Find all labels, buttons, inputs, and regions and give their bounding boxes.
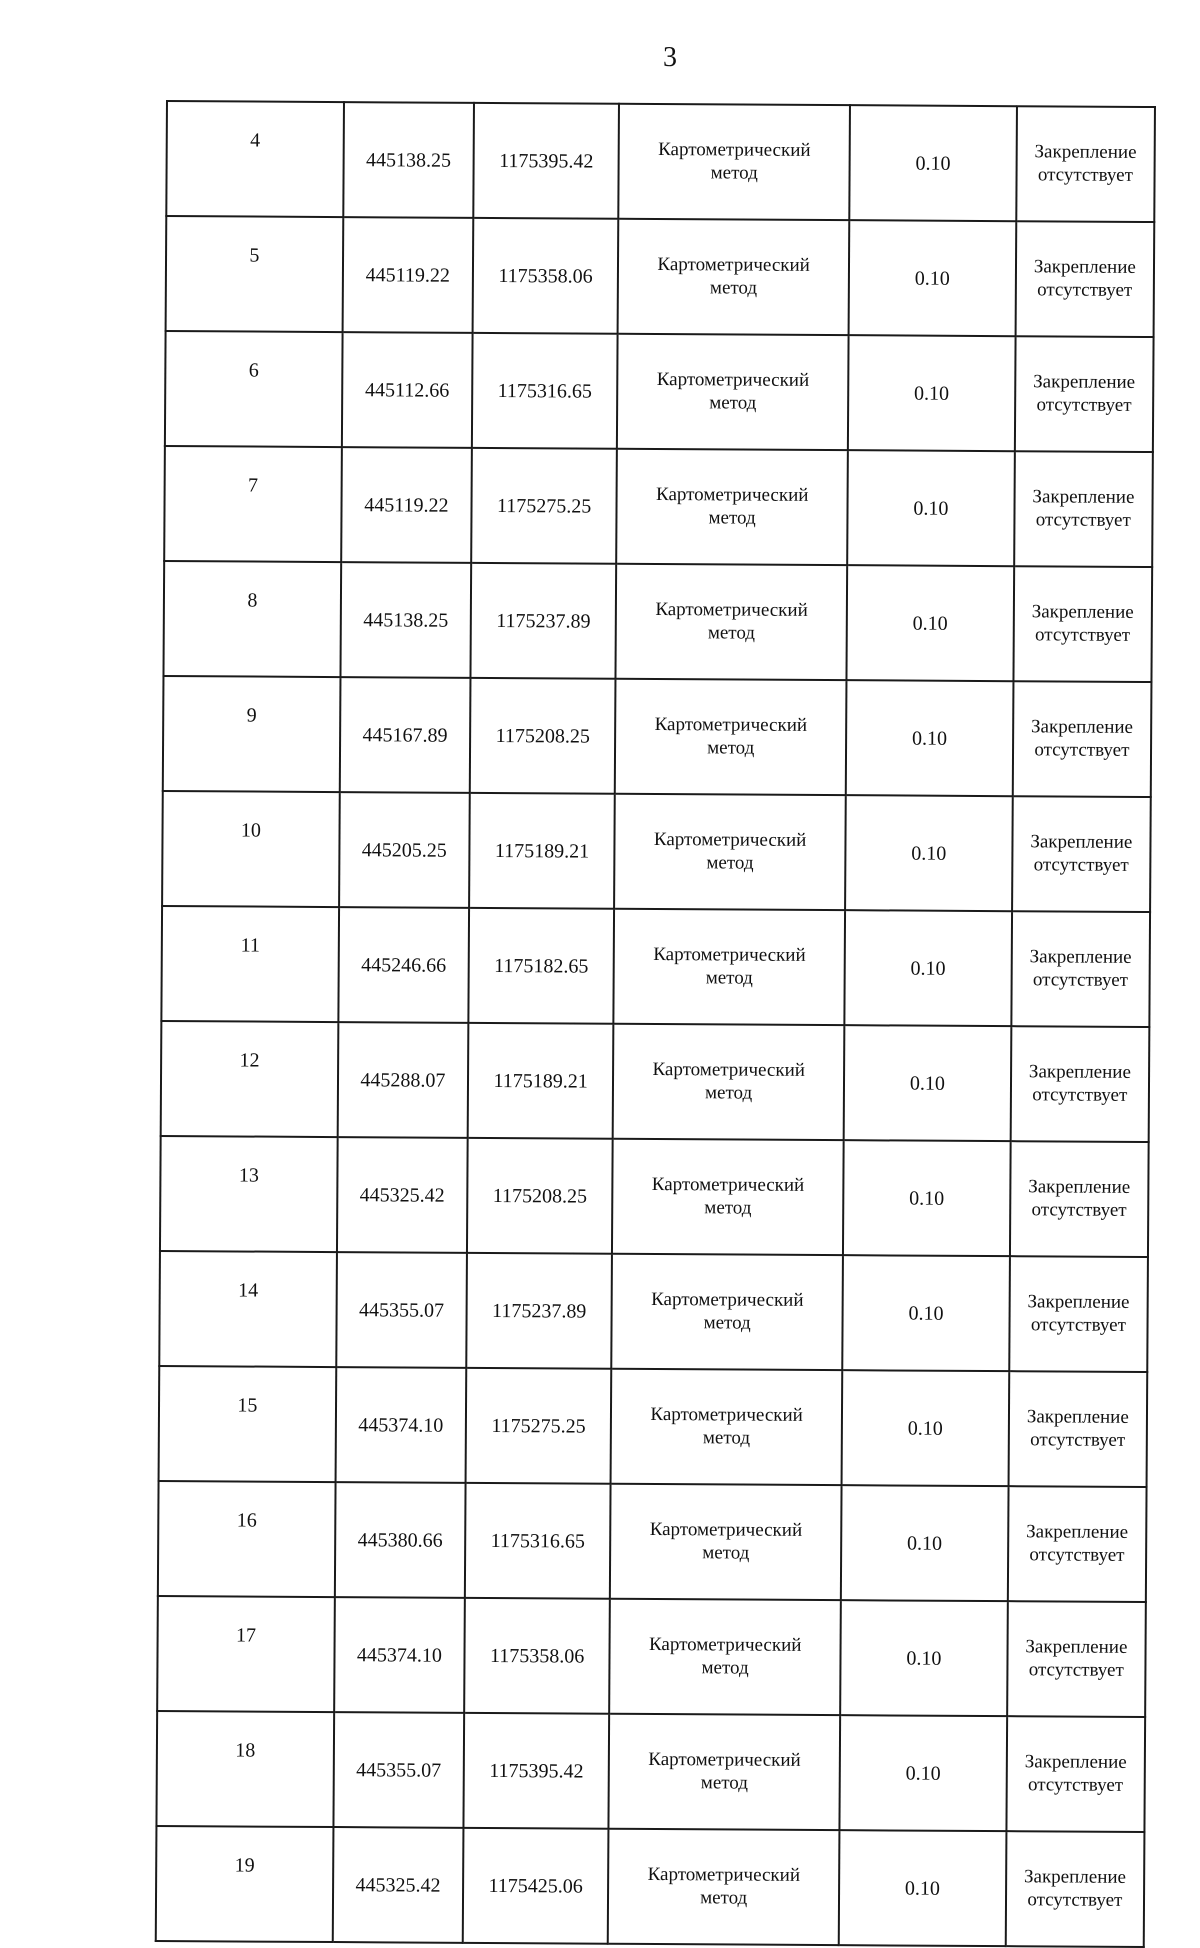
fixation-cell-line: Закрепление [1026, 1520, 1129, 1543]
fixation-cell-line: отсутствует [1035, 508, 1131, 531]
fixation-cell-line: Закрепление [1030, 830, 1133, 853]
method-cell-line: метод [706, 851, 754, 874]
point-number-cell: 7 [164, 446, 342, 562]
point-number-cell: 16 [158, 1481, 336, 1597]
method-cell-line: Картометрический [655, 483, 809, 506]
fixation-cell-line: Закрепление [1025, 1635, 1128, 1658]
fixation-cell [1011, 911, 1150, 1027]
method-cell-line: метод [709, 276, 758, 299]
accuracy-cell: 0.10 [847, 450, 1014, 566]
method-cell-line: Картометрический [654, 713, 808, 736]
y-coordinate-cell: 1175189.21 [468, 1023, 614, 1139]
method-cell-line: Картометрический [651, 1288, 804, 1311]
table-row [166, 216, 1155, 337]
method-cell-line: метод [700, 1771, 749, 1794]
fixation-cell-line: Закрепление [1034, 141, 1137, 163]
coordinates-table-body [156, 101, 1155, 1947]
fixation-cell-line: отсутствует [1037, 278, 1133, 301]
point-number-cell: 5 [166, 216, 344, 332]
x-coordinate-cell: 445112.66 [342, 332, 473, 448]
fixation-cell-line: отсутствует [1028, 1658, 1124, 1681]
accuracy-cell: 0.10 [840, 1600, 1007, 1716]
fixation-cell-line: отсутствует [1033, 853, 1129, 876]
fixation-cell [1007, 1601, 1146, 1717]
table-row [163, 676, 1152, 797]
method-cell-line: метод [700, 1886, 748, 1909]
x-coordinate-cell: 445119.22 [342, 217, 473, 333]
method-cell [612, 1254, 843, 1370]
fixation-cell-line: отсутствует [1035, 623, 1131, 646]
point-number-cell: 10 [162, 791, 340, 907]
accuracy-cell: 0.10 [839, 1830, 1006, 1946]
method-cell-line: метод [707, 736, 755, 759]
method-cell-line: Картометрический [657, 253, 810, 276]
accuracy-cell: 0.10 [843, 1140, 1010, 1256]
coordinates-table [155, 100, 1156, 1948]
table-row [161, 1021, 1150, 1142]
method-cell [609, 1599, 840, 1715]
y-coordinate-cell: 1175395.42 [473, 103, 619, 219]
accuracy-cell: 0.10 [846, 680, 1013, 796]
fixation-cell-line: Закрепление [1024, 1750, 1127, 1773]
fixation-cell [1013, 566, 1152, 682]
method-cell-line: Картометрический [649, 1518, 803, 1541]
point-number-cell: 12 [161, 1021, 339, 1137]
y-coordinate-cell: 1175275.25 [466, 1368, 612, 1484]
accuracy-cell: 0.10 [841, 1485, 1008, 1601]
y-coordinate-cell: 1175358.06 [464, 1598, 610, 1714]
y-coordinate-cell: 1175182.65 [468, 908, 614, 1024]
method-cell [615, 679, 846, 795]
table-row [161, 906, 1150, 1027]
point-number-cell: 15 [159, 1366, 337, 1482]
method-cell-line: Картометрический [651, 1173, 805, 1196]
method-cell-line: метод [708, 506, 756, 529]
fixation-cell [1009, 1256, 1148, 1372]
method-cell [608, 1829, 839, 1945]
fixation-cell-line: Закрепление [1027, 1290, 1130, 1313]
method-cell-line: метод [702, 1541, 750, 1564]
point-number-cell: 8 [163, 561, 341, 677]
x-coordinate-cell: 445374.10 [334, 1597, 465, 1713]
method-cell [614, 909, 845, 1025]
y-coordinate-cell: 1175425.06 [463, 1828, 609, 1944]
fixation-cell-line: отсутствует [1031, 1198, 1127, 1221]
fixation-cell-line: Закрепление [1028, 1060, 1131, 1083]
accuracy-cell: 0.10 [844, 1025, 1011, 1141]
accuracy-cell: 0.10 [845, 795, 1012, 911]
accuracy-cell: 0.10 [844, 910, 1011, 1026]
method-cell-line: метод [710, 161, 758, 184]
y-coordinate-cell: 1175237.89 [470, 563, 616, 679]
fixation-cell-line: отсутствует [1032, 968, 1129, 991]
fixation-cell-line: отсутствует [1037, 163, 1133, 186]
method-cell [609, 1714, 840, 1830]
method-cell [617, 334, 848, 450]
accuracy-cell: 0.10 [839, 1715, 1006, 1831]
y-coordinate-cell: 1175208.25 [467, 1138, 613, 1254]
method-cell-line: Картометрический [650, 1403, 803, 1426]
fixation-cell-line: Закрепление [1033, 371, 1136, 393]
method-cell [611, 1369, 842, 1485]
method-cell-line: Картометрический [658, 138, 811, 161]
method-cell-line: Картометрический [647, 1863, 801, 1886]
point-number-cell: 17 [157, 1596, 335, 1712]
method-cell-line: метод [704, 1196, 752, 1219]
table-row [165, 331, 1154, 452]
fixation-cell [1014, 451, 1153, 567]
fixation-cell [1010, 1026, 1149, 1142]
y-coordinate-cell: 1175237.89 [466, 1253, 612, 1369]
method-cell-line: Картометрический [648, 1633, 802, 1656]
x-coordinate-cell: 445288.07 [338, 1022, 469, 1138]
x-coordinate-cell: 445355.07 [336, 1252, 467, 1368]
y-coordinate-cell: 1175208.25 [470, 678, 616, 794]
fixation-cell-line: отсутствует [1030, 1428, 1126, 1451]
accuracy-cell: 0.10 [842, 1370, 1009, 1486]
fixation-cell-line: Закрепление [1028, 1175, 1131, 1198]
fixation-cell-line: отсутствует [1036, 393, 1132, 416]
x-coordinate-cell: 445325.42 [337, 1137, 468, 1253]
fixation-cell [1010, 1141, 1149, 1257]
x-coordinate-cell: 445355.07 [333, 1712, 464, 1828]
x-coordinate-cell: 445325.42 [333, 1827, 464, 1943]
point-number-cell: 13 [160, 1136, 338, 1252]
method-cell-line: Картометрический [648, 1748, 801, 1771]
fixation-cell-line: Закрепление [1023, 1865, 1127, 1888]
method-cell [616, 564, 847, 680]
method-cell-line: метод [707, 621, 756, 644]
method-cell [612, 1139, 843, 1255]
method-cell [618, 219, 849, 335]
table-row [159, 1251, 1148, 1372]
table-row [157, 1596, 1146, 1717]
method-cell-line: Картометрический [653, 943, 806, 966]
x-coordinate-cell: 445380.66 [335, 1482, 466, 1598]
x-coordinate-cell: 445119.22 [341, 447, 472, 563]
method-cell-line: метод [703, 1311, 751, 1334]
table-row [163, 561, 1152, 682]
point-number-cell: 19 [156, 1826, 334, 1942]
fixation-cell-line: Закрепление [1032, 486, 1135, 508]
fixation-cell [1012, 681, 1151, 797]
fixation-cell [1016, 106, 1155, 222]
x-coordinate-cell: 445138.25 [343, 102, 474, 218]
fixation-cell [1005, 1831, 1144, 1947]
method-cell-line: метод [709, 391, 757, 414]
fixation-cell-line: отсутствует [1032, 1083, 1128, 1106]
table-row [156, 1711, 1145, 1832]
method-cell-line: метод [704, 1081, 753, 1104]
fixation-cell-line: отсутствует [1030, 1313, 1126, 1336]
method-cell-line: метод [705, 966, 753, 989]
table-row [166, 101, 1155, 222]
accuracy-cell: 0.10 [849, 105, 1016, 221]
method-cell [619, 104, 850, 220]
fixation-cell-line: Закрепление [1033, 256, 1136, 278]
table-row [158, 1481, 1147, 1602]
fixation-cell [1008, 1371, 1147, 1487]
fixation-cell-line: отсутствует [1029, 1543, 1125, 1566]
point-number-cell: 11 [161, 906, 339, 1022]
method-cell [614, 794, 845, 910]
fixation-cell-line: Закрепление [1026, 1405, 1129, 1428]
fixation-cell-line: Закрепление [1031, 715, 1134, 738]
fixation-cell [1015, 221, 1154, 337]
point-number-cell: 6 [165, 331, 343, 447]
point-number-cell: 14 [159, 1251, 337, 1367]
method-cell [613, 1024, 844, 1140]
table-row [159, 1366, 1148, 1487]
accuracy-cell: 0.10 [849, 220, 1016, 336]
method-cell-line: Картометрический [652, 1058, 806, 1081]
y-coordinate-cell: 1175395.42 [463, 1713, 609, 1829]
fixation-cell-line: отсутствует [1027, 1773, 1124, 1796]
y-coordinate-cell: 1175189.21 [469, 793, 615, 909]
accuracy-cell: 0.10 [842, 1255, 1009, 1371]
fixation-cell-line: Закрепление [1029, 945, 1132, 968]
accuracy-cell: 0.10 [848, 335, 1015, 451]
fixation-cell-line: отсутствует [1027, 1888, 1123, 1911]
point-number-cell: 18 [156, 1711, 334, 1827]
table-row [162, 791, 1151, 912]
method-cell-line: Картометрический [653, 828, 807, 851]
fixation-cell [1012, 796, 1151, 912]
method-cell-line: Картометрический [655, 598, 808, 621]
point-number-cell: 4 [166, 101, 344, 217]
y-coordinate-cell: 1175316.65 [472, 333, 618, 449]
x-coordinate-cell: 445246.66 [338, 907, 469, 1023]
method-cell [616, 449, 847, 565]
page-number: 3 [663, 42, 677, 73]
y-coordinate-cell: 1175316.65 [465, 1483, 611, 1599]
y-coordinate-cell: 1175358.06 [473, 218, 619, 334]
fixation-cell [1015, 336, 1154, 452]
x-coordinate-cell: 445167.89 [340, 677, 471, 793]
table-row [160, 1136, 1149, 1257]
x-coordinate-cell: 445205.25 [339, 792, 470, 908]
fixation-cell [1008, 1486, 1147, 1602]
method-cell-line: метод [701, 1656, 749, 1679]
x-coordinate-cell: 445138.25 [340, 562, 471, 678]
table-row [164, 446, 1153, 567]
method-cell [610, 1484, 841, 1600]
method-cell-line: Картометрический [656, 368, 810, 391]
fixation-cell-line: Закрепление [1031, 601, 1134, 623]
accuracy-cell: 0.10 [846, 565, 1013, 681]
fixation-cell [1006, 1716, 1145, 1832]
y-coordinate-cell: 1175275.25 [471, 448, 617, 564]
table-row [156, 1826, 1145, 1947]
method-cell-line: метод [702, 1426, 751, 1449]
x-coordinate-cell: 445374.10 [335, 1367, 466, 1483]
fixation-cell-line: отсутствует [1034, 738, 1130, 761]
point-number-cell: 9 [163, 676, 341, 792]
